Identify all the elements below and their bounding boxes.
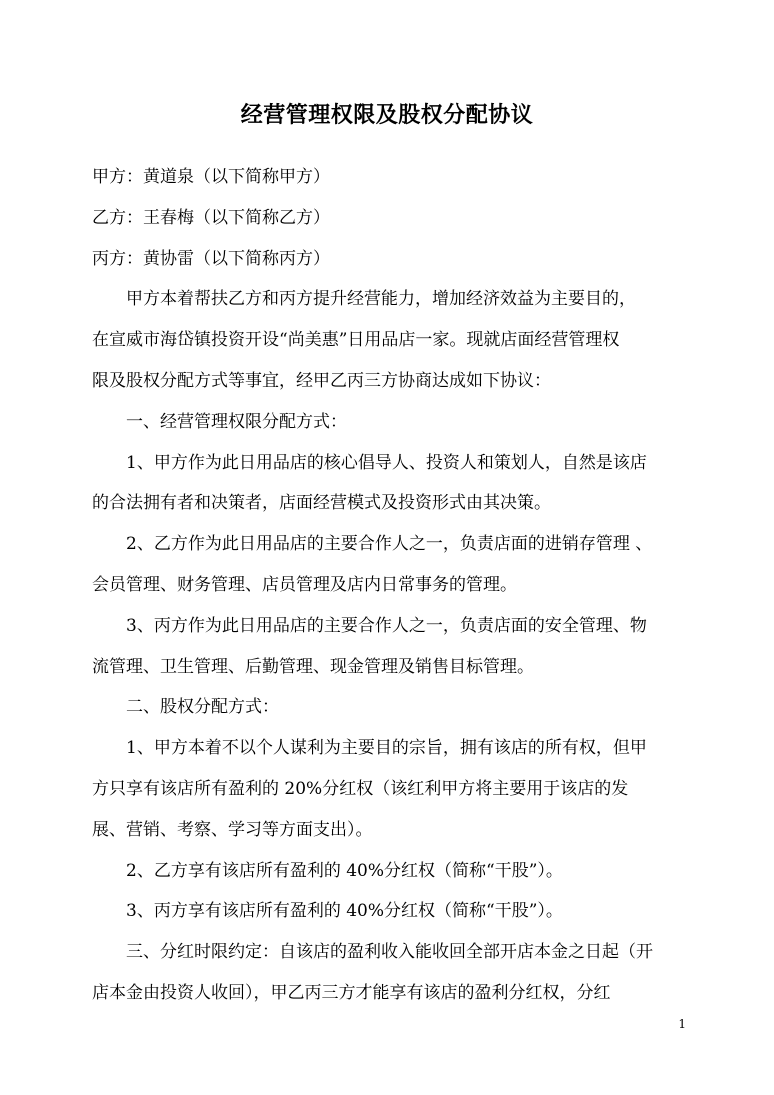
paragraph-line: 的合法拥有者和决策者，店面经营模式及投资形式由其决策。 [92,493,551,514]
paragraph-line: 3、丙方享有该店所有盈利的 40%分红权（简称“干股”）。 [126,901,563,922]
paragraph-line: 甲方本着帮扶乙方和丙方提升经营能力，增加经济效益为主要目的， [126,289,636,310]
paragraph-line: 1、甲方本着不以个人谋利为主要目的宗旨，拥有该店的所有权，但甲 [126,738,647,759]
paragraph-line: 限及股权分配方式等事宜，经甲乙丙三方协商达成如下协议： [92,370,551,391]
document-title: 经营管理权限及股权分配协议 [240,103,534,128]
party-c-line: 丙方：黄协雷（以下简称丙方） [92,248,330,269]
paragraph-line: 1、甲方作为此日用品店的核心倡导人、投资人和策划人，自然是该店 [126,452,647,473]
paragraph-line: 2、乙方享有该店所有盈利的 40%分红权（简称“干股”）。 [126,860,563,881]
page-number: 1 [678,1017,686,1031]
paragraph-line: 会员管理、财务管理、店员管理及店内日常事务的管理。 [92,574,517,595]
section-heading: 二、股权分配方式： [126,697,279,718]
section-heading: 三、分红时限约定：自该店的盈利收入能收回全部开店本金之日起（开 [126,942,653,963]
document-body [92,157,692,1014]
party-b-line: 乙方：王春梅（以下简称乙方） [92,207,330,228]
party-a-line: 甲方：黄道泉（以下简称甲方） [92,167,330,187]
section-heading: 一、经营管理权限分配方式： [126,411,347,432]
paragraph-line: 2、乙方作为此日用品店的主要合作人之一，负责店面的进销存管理 、 [126,534,653,555]
paragraph-line: 店本金由投资人收回），甲乙丙三方才能享有该店的盈利分红权，分红 [92,982,611,1003]
paragraph-line: 在宣威市海岱镇投资开设“尚美惠”日用品店一家。现就店面经营管理权 [92,330,620,351]
paragraph-line: 流管理、卫生管理、后勤管理、现金管理及销售目标管理。 [92,656,534,677]
paragraph-line: 展、营销、考察、学习等方面支出）。 [92,819,373,840]
paragraph-line: 3、丙方作为此日用品店的主要合作人之一，负责店面的安全管理、物 [126,615,647,636]
paragraph-line: 方只享有该店所有盈利的 20%分红权（该红利甲方将主要用于该店的发 [92,778,629,799]
